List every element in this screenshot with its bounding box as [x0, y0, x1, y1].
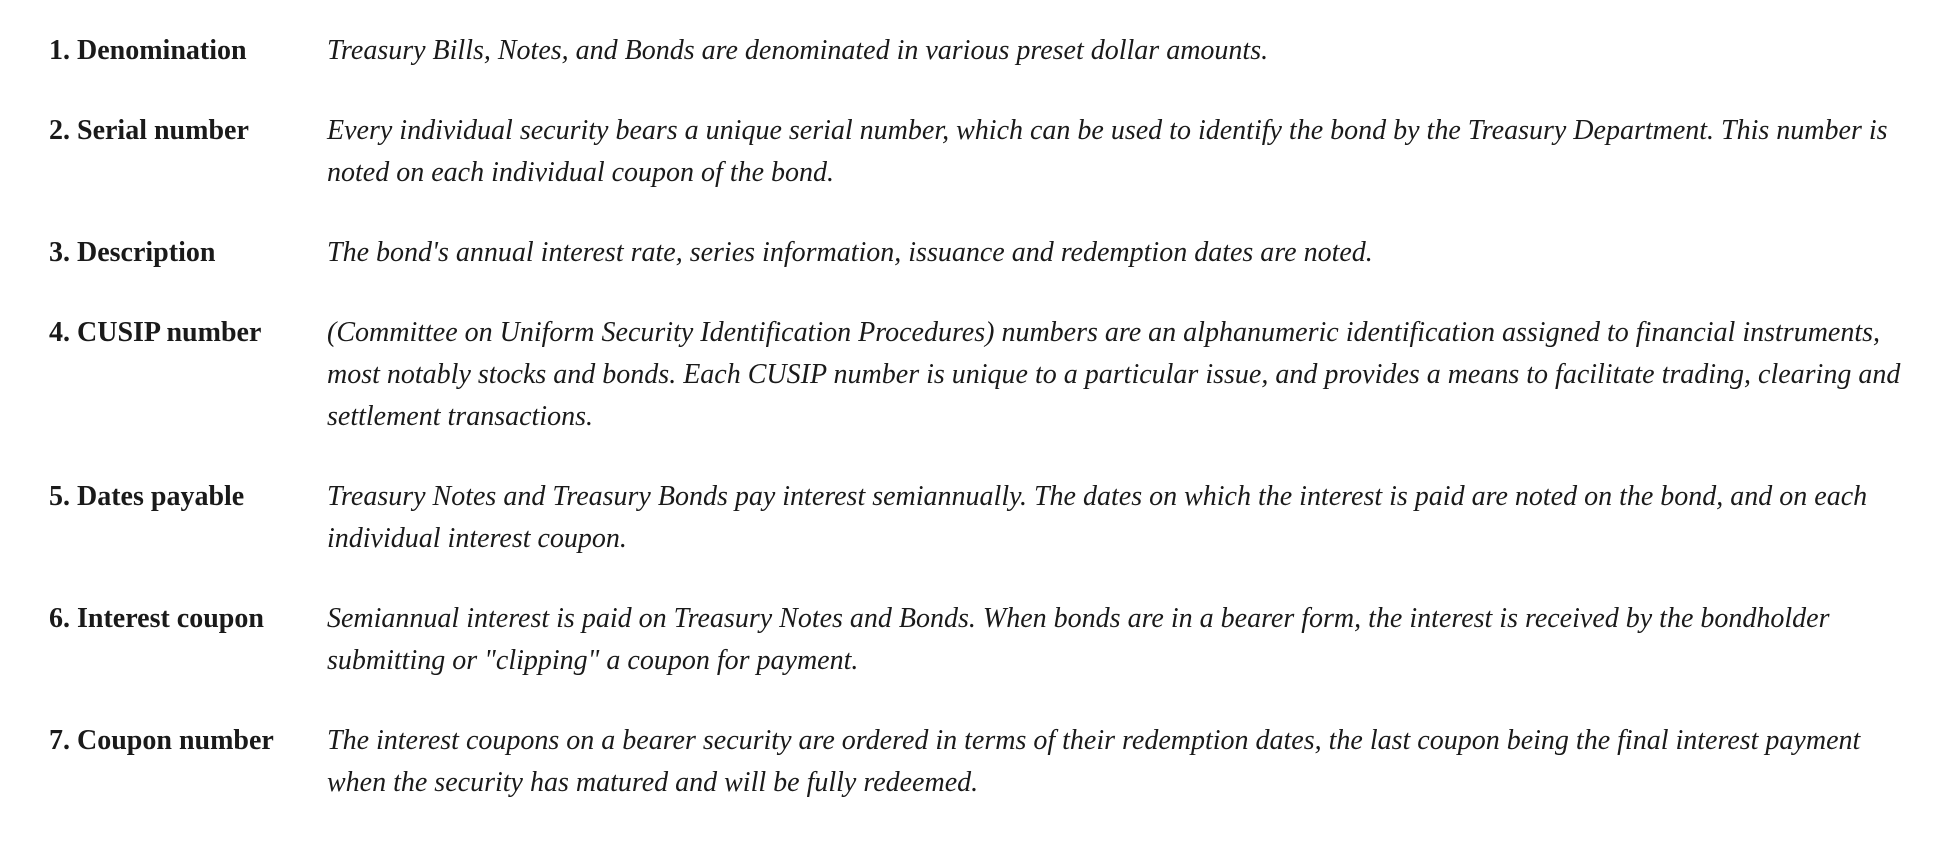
term-definition: Every individual security bears a unique serial number, which can be used to identify the bond by the Treasury Department. This number is noted on each individual coupon of the bond.	[327, 115, 1888, 188]
term-definition: (Committee on Uniform Security Identification Procedures) numbers are an alphanumeric identification assigned to financial instruments, most notably stocks and bonds. Each CUSIP number is unique to a particular issue, and provides a means to facilitate trading, clearing and settlement transactions.	[327, 317, 1901, 432]
glossary-entry-dates-payable	[49, 476, 1919, 560]
term-label: 3. Description	[49, 237, 216, 268]
term-label: 5. Dates payable	[49, 481, 245, 512]
term-label: 2. Serial number	[49, 115, 249, 146]
term-definition: The bond's annual interest rate, series information, issuance and redemption dates are noted.	[327, 237, 1373, 268]
glossary-entry-denomination	[49, 30, 1919, 72]
glossary-entry-cusip-number	[49, 312, 1919, 438]
bond-glossary	[49, 30, 1919, 842]
glossary-entry-coupon-number	[49, 720, 1919, 804]
glossary-entry-description	[49, 232, 1919, 274]
term-definition: Semiannual interest is paid on Treasury Notes and Bonds. When bonds are in a bearer form, the interest is received by the bondholder submitting or "clipping" a coupon for payment.	[327, 603, 1830, 676]
term-definition: Treasury Notes and Treasury Bonds pay interest semiannually. The dates on which the interest is paid are noted on the bond, and on each individual interest coupon.	[327, 481, 1868, 554]
term-definition: Treasury Bills, Notes, and Bonds are denominated in various preset dollar amounts.	[327, 35, 1269, 66]
glossary-entry-serial-number	[49, 110, 1919, 194]
term-label: 4. CUSIP number	[49, 317, 262, 348]
glossary-entry-interest-coupon	[49, 598, 1919, 682]
term-label: 7. Coupon number	[49, 725, 274, 756]
term-label: 6. Interest coupon	[49, 603, 264, 634]
term-definition: The interest coupons on a bearer security are ordered in terms of their redemption dates, the last coupon being the final interest payment when the security has matured and will be fully redeemed.	[327, 725, 1861, 798]
term-label: 1. Denomination	[49, 35, 247, 66]
